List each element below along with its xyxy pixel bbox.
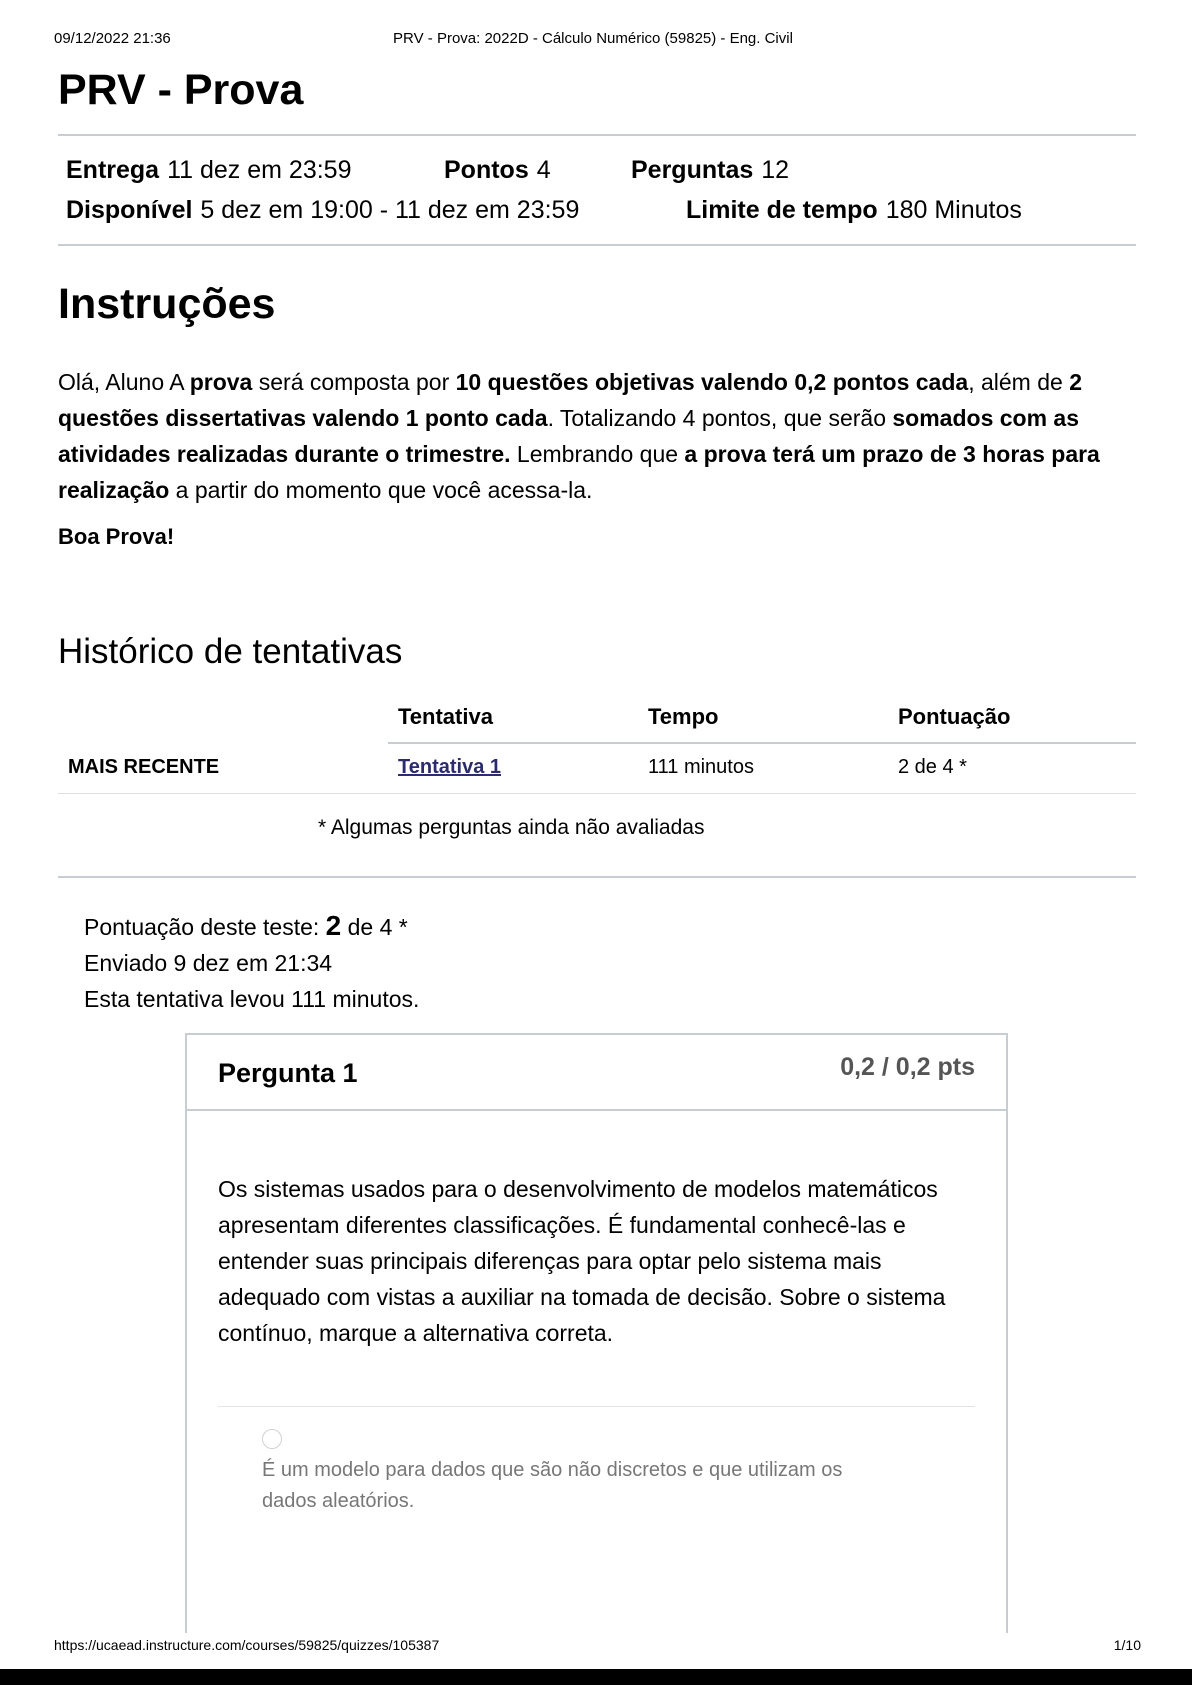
column-header-tentativa: Tentativa [388, 694, 638, 743]
attempt-history-table [58, 694, 1136, 794]
instructions-text: Olá, Aluno A prova será composta por 10 questões objetivas valendo 0,2 pontos cada, além de 2 questões dissertativas valendo 1 ponto cada. Totalizando 4 pontos, que serão somados com as atividades realizadas durante o trimestre. Lembrando que a prova terá um prazo de 3 horas para realização a partir do momento que você acessa-la. [58, 369, 1100, 503]
print-document-title: PRV - Prova: 2022D - Cálculo Numérico (59825) - Eng. Civil [393, 30, 793, 47]
question-text: Os sistemas usados para o desenvolvimento de modelos matemáticos apresentam diferentes classificações. É fundamental conhecê-las e entender suas principais diferenças para optar pelo sistema mais adequado com vistas a auxiliar na tomada de decisão. Sobre o sistema contínuo, marque a alternativa correta. [218, 1176, 946, 1346]
page-title: PRV - Prova [58, 66, 304, 114]
print-footer [54, 1637, 1141, 1653]
instructions-title: Instruções [58, 280, 276, 328]
answer-text: É um modelo para dados que são não discretos e que utilizam os dados aleatórios. [262, 1459, 843, 1512]
divider [58, 244, 1136, 246]
print-datetime: 09/12/2022 21:36 [54, 30, 171, 47]
question-title: Pergunta 1 [218, 1058, 358, 1088]
question-points: 0,2 / 0,2 pts [840, 1053, 975, 1081]
quiz-meta [58, 136, 1136, 244]
history-title: Histórico de tentativas [58, 632, 403, 671]
submitted-line: Enviado 9 dez em 21:34 [84, 950, 333, 976]
meta-pontos: Pontos 4 [444, 156, 551, 184]
attempt-time: 111 minutos [638, 743, 888, 794]
column-header-tempo: Tempo [638, 694, 888, 743]
page-edge-bar [0, 1669, 1192, 1685]
meta-entrega: Entrega 11 dez em 23:59 [66, 156, 352, 184]
attempt-link[interactable]: Tentativa 1 [398, 756, 501, 778]
meta-limite-tempo: Limite de tempo 180 Minutos [686, 196, 1022, 224]
answer-option[interactable] [187, 1407, 1006, 1517]
print-header [54, 30, 1132, 50]
meta-disponivel: Disponível 5 dez em 19:00 - 11 dez em 23:59 [66, 196, 580, 224]
attempt-score: 2 de 4 * [888, 743, 1136, 794]
table-row [58, 743, 1136, 794]
attempt-recent-label: MAIS RECENTE [58, 743, 388, 794]
ungraded-note: * Algumas perguntas ainda não avaliadas [318, 816, 705, 839]
instructions-closing: Boa Prova! [58, 524, 175, 549]
page-number: 1/10 [1113, 1637, 1141, 1653]
score-line: Pontuação deste teste: 2 de 4 * [84, 910, 408, 941]
question-header [187, 1035, 1006, 1111]
duration-line: Esta tentativa levou 111 minutos. [84, 986, 420, 1012]
radio-button[interactable] [262, 1429, 282, 1449]
column-header-pontuacao: Pontuação [888, 694, 1136, 743]
divider [58, 876, 1136, 878]
attempt-summary [84, 908, 1136, 1017]
quiz-content [58, 62, 1136, 1017]
print-url: https://ucaead.instructure.com/courses/59825/quizzes/105387 [54, 1637, 440, 1653]
question-card [185, 1033, 1008, 1633]
meta-perguntas: Perguntas 12 [631, 156, 790, 184]
